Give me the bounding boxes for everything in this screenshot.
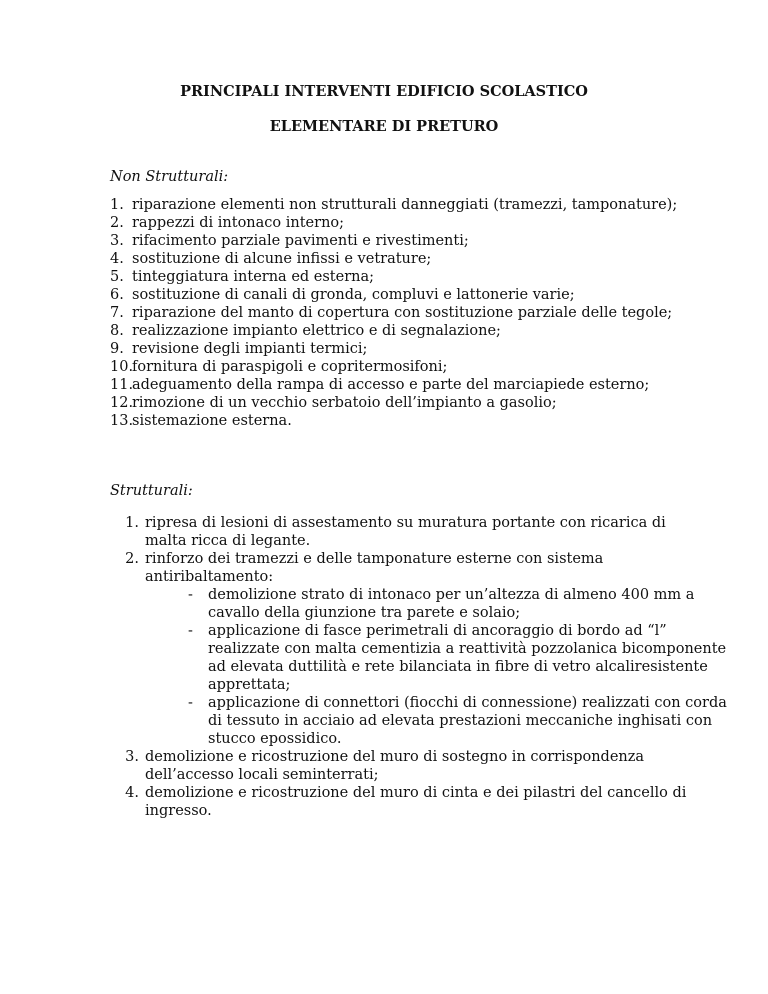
list-item (110, 394, 710, 412)
list-item (110, 340, 710, 358)
list-item (110, 196, 710, 214)
item-text: demolizione e ricostruzione del muro di cinta e dei pilastri del cancello di ingresso. (145, 785, 687, 819)
item-number: 2. (125, 551, 139, 567)
item-number: 6. (110, 287, 124, 303)
sub-list-item (188, 622, 743, 694)
item-text: ripresa di lesioni di assestamento su muratura portante con ricarica di malta ricca di legante. (145, 515, 666, 549)
item-number: 8. (110, 323, 124, 339)
item-text: realizzazione impianto elettrico e di segnalazione; (132, 323, 501, 339)
item-number: 3. (110, 233, 124, 249)
list-item (110, 748, 710, 784)
item-text: rappezzi di intonaco interno; (132, 215, 345, 231)
item-text: sistemazione esterna. (132, 413, 292, 429)
list-item (110, 514, 710, 550)
item-text: riparazione elementi non strutturali danneggiati (tramezzi, tamponature); (132, 197, 678, 213)
sub-list-item (188, 694, 743, 748)
item-number: 9. (110, 341, 124, 357)
item-number: 10. (110, 359, 134, 375)
item-text: fornitura di paraspigoli e copritermosifoni; (132, 359, 448, 375)
list-item (110, 304, 710, 322)
dash-bullet: - (188, 695, 193, 711)
non-strutturali-heading: Non Strutturali: (110, 169, 229, 185)
item-number: 4. (110, 251, 124, 267)
title-line-1: PRINCIPALI INTERVENTI EDIFICIO SCOLASTICO (180, 83, 588, 100)
item-number: 7. (110, 305, 124, 321)
item-text: rimozione di un vecchio serbatoio dell’impianto a gasolio; (132, 395, 557, 411)
list-item (110, 412, 710, 430)
item-text: demolizione e ricostruzione del muro di sostegno in corrispondenza dell’accesso locali seminterrati; (145, 749, 645, 783)
item-text: riparazione del manto di copertura con sostituzione parziale delle tegole; (132, 305, 673, 321)
item-number: 1. (125, 515, 139, 531)
list-item (110, 322, 710, 340)
list-item (110, 286, 710, 304)
item-number: 11. (110, 377, 134, 393)
item-number: 5. (110, 269, 124, 285)
list-item (110, 268, 710, 286)
item-number: 13. (110, 413, 134, 429)
list-item (110, 232, 710, 250)
sub-item-text: demolizione strato di intonaco per un’altezza di almeno 400 mm a cavallo della giunzione tra parete e solaio; (208, 587, 695, 621)
sub-item-text: applicazione di connettori (fiocchi di connessione) realizzati con corda di tessuto in acciaio ad elevata prestazioni meccaniche inghisati con stucco epossidico. (208, 695, 727, 747)
item-text: revisione degli impianti termici; (132, 341, 368, 357)
sub-list-item (188, 586, 743, 622)
item-text: adeguamento della rampa di accesso e parte del marciapiede esterno; (132, 377, 650, 393)
item-text: rifacimento parziale pavimenti e rivestimenti; (132, 233, 469, 249)
list-item (110, 358, 710, 376)
item-number: 1. (110, 197, 124, 213)
list-item (110, 784, 710, 820)
list-item (110, 214, 710, 232)
list-item (110, 550, 710, 586)
item-number: 4. (125, 785, 139, 801)
list-item (110, 250, 710, 268)
item-number: 2. (110, 215, 124, 231)
item-number: 3. (125, 749, 139, 765)
strutturali-list (110, 514, 727, 820)
non-strutturali-list (110, 196, 710, 430)
sub-item-text: applicazione di fasce perimetrali di ancoraggio di bordo ad “l” realizzate con malta cementizia a reattività pozzolanica bicomponente ad elevata duttilità e rete bilanciata in fibre di vetro alcaliresistente apprettata; (208, 623, 727, 693)
item-text: sostituzione di alcune infissi e vetrature; (132, 251, 432, 267)
item-text: sostituzione di canali di gronda, compluvi e lattonerie varie; (132, 287, 575, 303)
strutturali-heading: Strutturali: (110, 483, 193, 499)
dash-bullet: - (188, 587, 193, 603)
list-item (110, 376, 710, 394)
title-line-2: ELEMENTARE DI PRETURO (269, 118, 499, 135)
item-text: tinteggiatura interna ed esterna; (132, 269, 375, 285)
item-number: 12. (110, 395, 134, 411)
dash-bullet: - (188, 623, 193, 639)
item-text: rinforzo dei tramezzi e delle tamponature esterne con sistema antiribaltamento: (145, 551, 604, 585)
